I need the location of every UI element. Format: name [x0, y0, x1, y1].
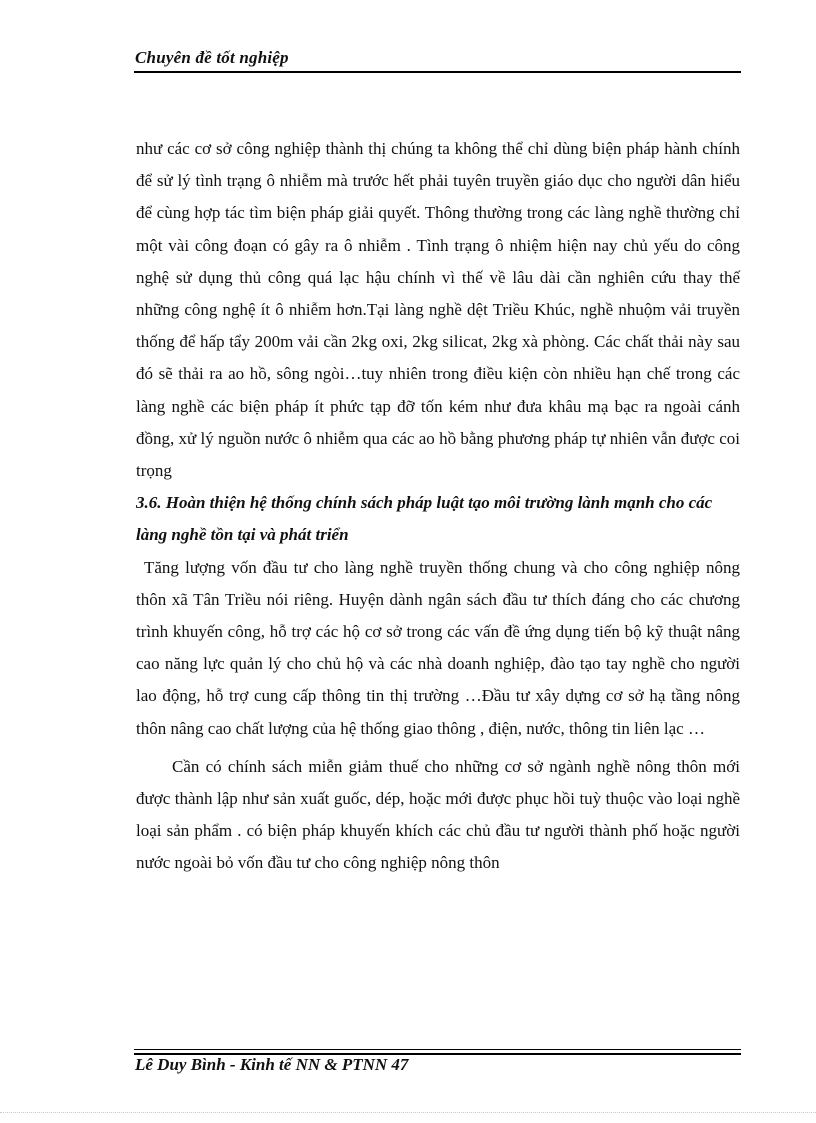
footer-text: Lê Duy Bình - Kinh tế NN & PTNN 47 [135, 1055, 409, 1074]
section-heading: 3.6. Hoàn thiện hệ thống chính sách pháp luật tạo môi trường lành mạnh cho các làng nghề tồn tại và phát triển [136, 493, 713, 545]
header-rule [134, 71, 741, 73]
paragraph: Cần có chính sách miễn giảm thuế cho những cơ sở ngành nghề nông thôn mới được thành lập như sản xuất guốc, dép, hoặc mới được phục hồi tuỳ thuộc vào loại nghề loại sản phẩm . có biện pháp khuyến khích các chủ đầu tư người thành phố hoặc người nước ngoài bỏ vốn đầu tư cho công nghiệp nông thôn [136, 756, 740, 873]
body-text [136, 133, 740, 880]
footer-rule [134, 1049, 741, 1050]
paragraph: như các cơ sở công nghiệp thành thị chúng ta không thể chỉ dùng biện pháp hành chính để sử lý tình trạng ô nhiễm mà trước hết phải tuyên truyền giáo dục cho người dân hiểu để cùng hợp tác tìm biện pháp giải quyết. Thông thường trong các làng nghề thường chỉ một vài công đoạn có gây ra ô nhiễm . Tình trạng ô nhiệm hiện nay chủ yếu do công nghệ sử dụng thủ công quá lạc hậu chính vì thế về lâu dài cần nghiên cứu thay thế những công nghệ ít ô nhiễm hơn.Tại làng nghề dệt Triều Khúc, nghề nhuộm vải truyền thống để hấp tẩy 200m vải cần 2kg oxi, 2kg silicat, 2kg xà phòng. Các chất thải này sau đó sẽ thải ra ao hồ, sông ngòi…tuy nhiên trong điều kiện còn nhiều hạn chế trong các làng nghề các biện pháp ít phức tạp đỡ tốn kém như đưa khâu mạ bạc ra ngoài cánh đồng, xử lý nguồn nước ô nhiễm qua các ao hồ bằng phương pháp tự nhiên vẫn được coi trọng [136, 139, 740, 481]
paragraph: Tăng lượng vốn đầu tư cho làng nghề truyền thống chung và cho công nghiệp nông thôn xã Tân Triều nói riêng. Huyện dành ngân sách đầu tư thích đáng cho các chương trình khuyến công, hỗ trợ các hộ cơ sở trong các vấn đề ứng dụng tiến bộ kỹ thuật nâng cao năng lực quản lý cho chủ hộ và các nhà doanh nghiệp, đào tạo tay nghề cho người lao động, hỗ trợ cung cấp thông tin thị trường …Đầu tư xây dựng cơ sở hạ tầng nông thôn nâng cao chất lượng của hệ thống giao thông , điện, nước, thông tin liên lạc … [136, 557, 740, 738]
header-title: Chuyên đề tốt nghiệp [135, 48, 289, 67]
page-edge-divider [0, 1112, 816, 1113]
